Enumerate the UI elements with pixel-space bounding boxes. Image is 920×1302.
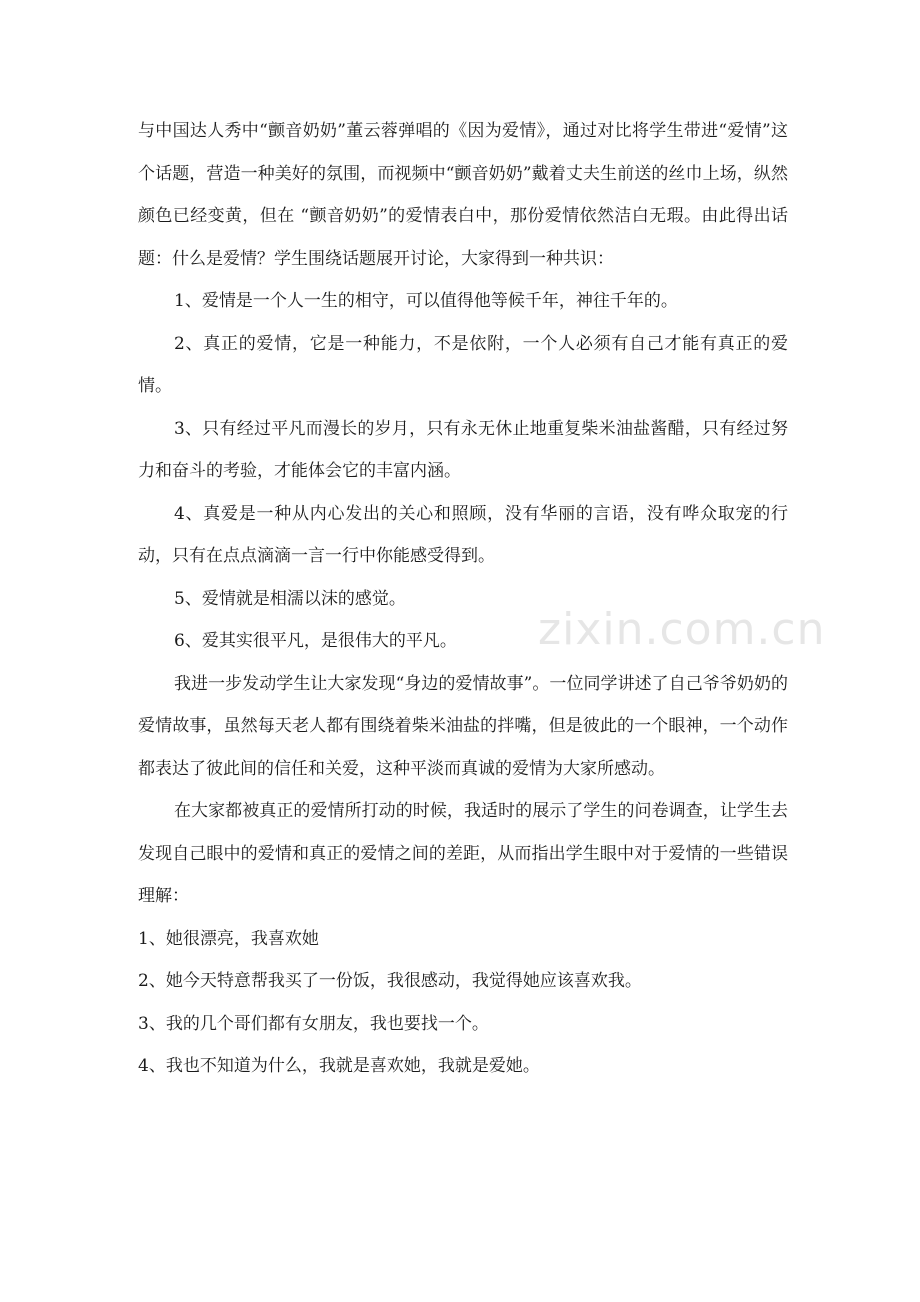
paragraph-point-1: 1、爱情是一个人一生的相守，可以值得他等候千年，神往千年的。	[174, 291, 678, 311]
paragraph-point-3: 3、只有经过平凡而漫长的岁月，只有永无休止地重复柴米油盐酱醋，只有经过努力和奋斗的考验，才能体会它的丰富内涵。	[138, 418, 788, 481]
paragraph-intro: 与中国达人秀中“颤音奶奶”董云蓉弹唱的《因为爱情》，通过对比将学生带进“爱情”这个话题，营造一种美好的氛围，而视频中“颤音奶奶”戴着丈夫生前送的丝巾上场，纵然颜色已经变黄，但在 “颤音奶奶”的爱情表白中，那份爱情依然洁白无瑕。由此得出话题：什么是爱情？学生围绕话题展开讨论，大家得到一种共识：	[138, 121, 788, 269]
paragraph-survey: 在大家都被真正的爱情所打动的时候，我适时的展示了学生的问卷调查，让学生去发现自己眼中的爱情和真正的爱情之间的差距，从而指出学生眼中对于爱情的一些错误理解：	[138, 801, 788, 906]
misconception-item: 2、她今天特意帮我买了一份饭，我很感动，我觉得她应该喜欢我。	[138, 971, 642, 991]
document-body	[138, 110, 788, 1088]
paragraph-love-story: 我进一步发动学生让大家发现“身边的爱情故事”。一位同学讲述了自己爷爷奶奶的爱情故事，虽然每天老人都有围绕着柴米油盐的拌嘴，但是彼此的一个眼神，一个动作都表达了彼此间的信任和关爱，这种平淡而真诚的爱情为大家所感动。	[138, 673, 788, 779]
misconception-item: 4、我也不知道为什么，我就是喜欢她，我就是爱她。	[138, 1056, 540, 1076]
paragraph-point-5: 5、爱情就是相濡以沫的感觉。	[174, 588, 406, 609]
watermark: zixin.com.cn	[538, 604, 826, 655]
paragraph-point-4: 4、真爱是一种从内心发出的关心和照顾，没有华丽的言语，没有哗众取宠的行动，只有在点点滴滴一言一行中你能感受得到。	[138, 503, 788, 566]
paragraph-point-6: 6、爱其实很平凡，是很伟大的平凡。	[174, 631, 457, 651]
paragraph-point-2: 2、真正的爱情，它是一种能力，不是依附，一个人必须有自己才能有真正的爱情。	[138, 333, 788, 396]
misconception-item: 1、她很漂亮，我喜欢她	[138, 928, 319, 949]
misconception-item: 3、我的几个哥们都有女朋友，我也要找一个。	[138, 1013, 489, 1034]
